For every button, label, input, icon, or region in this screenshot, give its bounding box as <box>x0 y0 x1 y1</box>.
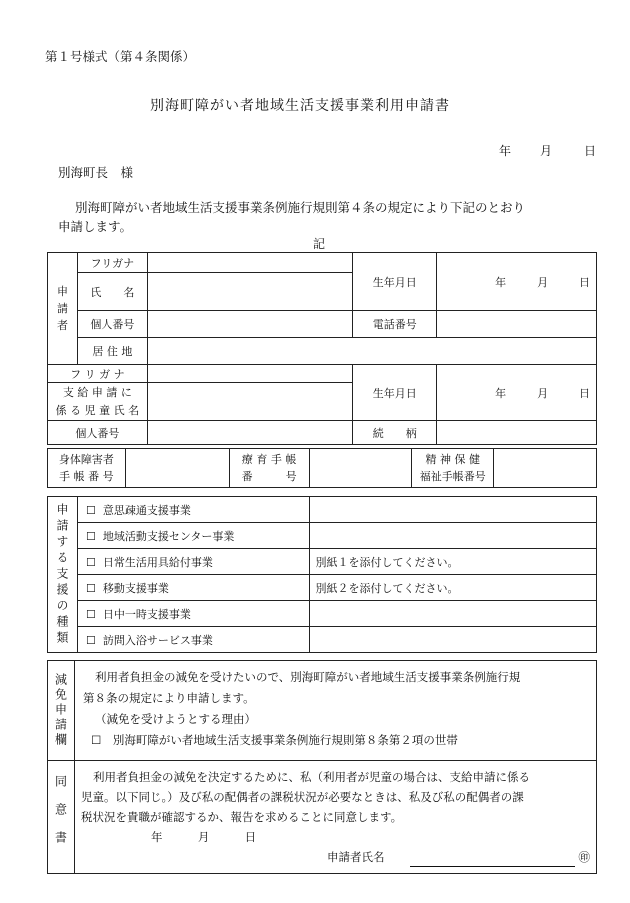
applicant-table <box>47 252 597 445</box>
consent-signature-row <box>81 847 590 867</box>
checkbox-icon[interactable]: ☐ <box>85 503 96 517</box>
addressee: 別海町長 様 <box>58 165 134 180</box>
intro-line-1: 別海町障がい者地域生活支援事業条例施行規則第４条の規定により下記のとおり <box>75 200 526 215</box>
service-item[interactable] <box>77 549 309 575</box>
service-item[interactable] <box>77 627 309 653</box>
child-birth-field[interactable] <box>437 365 597 421</box>
applicant-group-label: 申 請 者 <box>48 253 78 365</box>
service-item[interactable] <box>77 575 309 601</box>
checkbox-icon[interactable]: ☐ <box>85 633 96 647</box>
service-item-label: 地域活動支援センター事業 <box>102 529 235 543</box>
applicant-birth-field[interactable] <box>437 253 597 311</box>
services-table <box>47 496 597 653</box>
child-name-label <box>48 383 148 421</box>
reduction-reason: （減免を受けようとする理由） <box>95 712 257 726</box>
applicant-name-field[interactable] <box>147 273 352 311</box>
consent-line-3: 税状況を貴職が確認するか、報告を求めることに同意します。 <box>81 810 403 824</box>
reduction-check-item[interactable]: ☐ 別海町障がい者地域生活支援事業条例施行規則第８条第２項の世帯 <box>91 733 458 747</box>
consent-label-text: 同意書 <box>53 775 68 859</box>
signer-label: 申請者氏名 <box>327 850 385 864</box>
consent-date-day: 日 <box>244 830 257 844</box>
applicant-furigana-field[interactable] <box>147 253 352 273</box>
child-birth-day: 日 <box>578 386 590 400</box>
applicant-personal-number-field[interactable] <box>147 311 352 338</box>
child-personal-number-field[interactable] <box>147 421 352 445</box>
applicant-birth-month: 月 <box>537 275 549 289</box>
applicant-furigana-label: フリガナ <box>77 253 147 273</box>
ryoiku-cert-field[interactable] <box>309 449 412 488</box>
child-name-label-line-2: 係 る 児 童 氏 名 <box>55 403 140 417</box>
applicant-birth-day: 日 <box>578 275 590 289</box>
page-title: 別海町障がい者地域生活支援事業利用申請書 <box>150 98 450 114</box>
form-number: 第１号様式（第４条関係） <box>45 49 196 64</box>
service-item-label: 訪問入浴サービス事業 <box>102 633 213 647</box>
services-label-text: 申請する支援の種類 <box>54 502 69 647</box>
service-item-label: 日中一時支援事業 <box>102 607 191 621</box>
certificate-table <box>47 448 597 488</box>
service-item-label: 日常生活用具給付事業 <box>102 555 213 569</box>
date-month: 月 <box>540 144 553 158</box>
service-item-label: 移動支援事業 <box>102 581 169 595</box>
service-item-label: 意思疎通支援事業 <box>102 503 191 517</box>
reduction-label-text: 減免申請欄 <box>53 673 68 748</box>
applicant-phone-label: 電話番号 <box>353 311 437 338</box>
applicant-personal-number-label: 個人番号 <box>77 311 147 338</box>
date-day: 日 <box>584 144 597 158</box>
reduction-line-2: 第８条の規定により申請します。 <box>83 691 255 705</box>
service-item[interactable] <box>77 601 309 627</box>
applicant-name-label: 氏 名 <box>77 273 147 311</box>
service-item-note: 別紙２を添付してください。 <box>309 575 596 601</box>
service-item-note <box>309 601 596 627</box>
child-relation-label: 続 柄 <box>353 421 437 445</box>
applicant-address-label: 居 住 地 <box>77 338 147 365</box>
reduction-consent-table <box>47 660 597 874</box>
service-item-note <box>309 523 596 549</box>
service-item-note <box>309 497 596 523</box>
reduction-body <box>75 661 597 761</box>
applicant-birth-label: 生年月日 <box>353 253 437 311</box>
child-relation-field[interactable] <box>437 421 597 445</box>
service-item-note <box>309 627 596 653</box>
mental-cert-label-line-2: 福祉手帳番号 <box>419 470 486 483</box>
child-name-label-line-1: 支 給 申 請 に <box>62 385 132 399</box>
checkbox-icon[interactable]: ☐ <box>85 555 96 569</box>
date-year: 年 <box>499 144 512 158</box>
checkbox-icon[interactable]: ☐ <box>85 607 96 621</box>
services-label <box>48 497 78 653</box>
mental-cert-field[interactable] <box>494 449 597 488</box>
physical-cert-label-line-1: 身体障害者 <box>58 453 114 466</box>
consent-line-1: 利用者負担金の減免を決定するために、私（利用者が児童の場合は、支給申請に係る <box>93 770 531 784</box>
ryoiku-cert-label-line-2: 番 号 <box>241 470 297 483</box>
consent-date-year: 年 <box>151 830 163 844</box>
consent-line-2: 児童。以下同じ。）及び私の配偶者の課税状況が必要なときは、私及び私の配偶者の課 <box>81 790 524 804</box>
signature-line[interactable] <box>410 854 575 867</box>
physical-cert-label-line-2: 手 帳 番 号 <box>59 470 114 483</box>
checkbox-icon[interactable]: ☐ <box>85 581 96 595</box>
ki-label: 記 <box>313 237 326 251</box>
ryoiku-cert-label-line-1: 療 育 手 帳 <box>241 453 297 466</box>
physical-cert-field[interactable] <box>125 449 229 488</box>
applicant-address-field[interactable] <box>147 338 596 365</box>
child-personal-number-label: 個人番号 <box>48 421 148 445</box>
consent-date[interactable] <box>81 827 590 847</box>
child-birth-year: 年 <box>495 386 507 400</box>
mental-cert-label-line-1: 精 神 保 健 <box>425 453 481 466</box>
child-furigana-field[interactable] <box>147 365 352 383</box>
reduction-label <box>48 661 75 761</box>
intro-line-2: 申請します。 <box>58 219 133 234</box>
applicant-phone-field[interactable] <box>437 311 597 338</box>
consent-date-month: 月 <box>197 830 210 844</box>
reduction-line-1: 利用者負担金の減免を受けたいので、別海町障がい者地域生活支援事業条例施行規 <box>95 670 521 684</box>
ryoiku-cert-label <box>229 449 309 488</box>
consent-label <box>48 761 75 874</box>
service-item-note: 別紙１を添付してください。 <box>309 549 596 575</box>
child-name-field[interactable] <box>147 383 352 421</box>
child-birth-label: 生年月日 <box>353 365 437 421</box>
child-birth-month: 月 <box>537 386 549 400</box>
service-item[interactable] <box>77 523 309 549</box>
service-item[interactable] <box>77 497 309 523</box>
physical-cert-label <box>48 449 126 488</box>
seal-icon: ㊞ <box>578 850 590 864</box>
checkbox-icon[interactable]: ☐ <box>85 529 96 543</box>
applicant-birth-year: 年 <box>495 275 507 289</box>
child-furigana-label: フ リ ガ ナ <box>48 365 148 383</box>
consent-body <box>75 761 597 874</box>
mental-cert-label <box>412 449 494 488</box>
